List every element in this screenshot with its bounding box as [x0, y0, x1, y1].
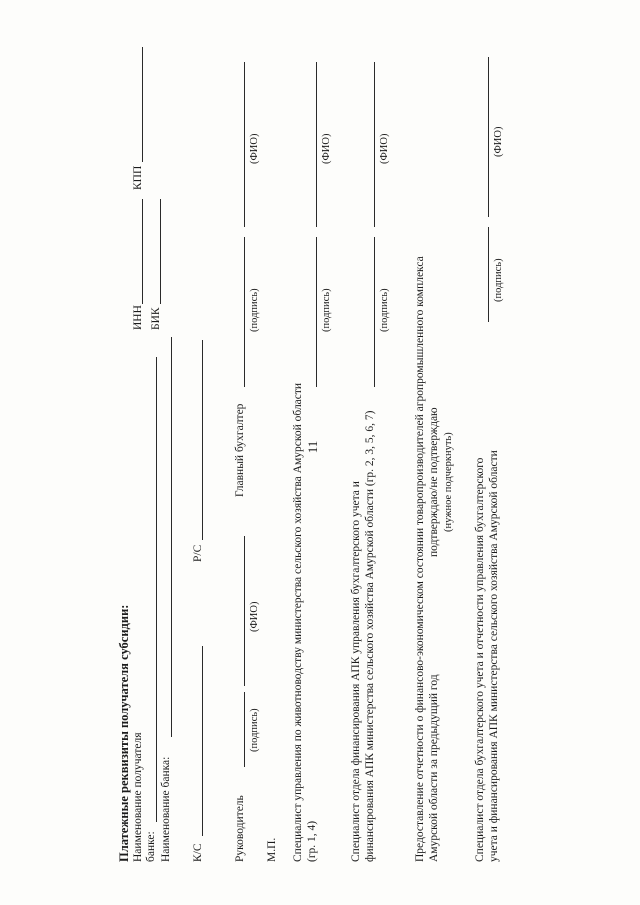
livestock-fio-caption: (ФИО): [321, 133, 332, 164]
chief-accountant-signature-caption: (подпись): [249, 288, 260, 332]
reporting-hint: (нужное подчеркнуть): [443, 432, 454, 532]
bik-label: БИК: [150, 307, 162, 330]
kpp-label: КПП: [132, 165, 144, 190]
financing-specialist-text: Специалист отдела финансирования АПК управления бухгалтерского учета и: [350, 481, 362, 862]
rs-line: [202, 340, 203, 540]
document-sheet: [118, 42, 618, 862]
chief-accountant-fio-caption: (ФИО): [249, 133, 260, 164]
reporting-text-2: Амурской области за предыдущий год: [428, 674, 440, 862]
ks-line: [202, 646, 203, 836]
recipient-name-label: Наименование получателя: [132, 732, 144, 862]
accounting-signature-caption: (подпись): [493, 258, 504, 302]
bank-name-label: Наименование банка:: [160, 756, 172, 862]
accounting-signature-line: [488, 227, 489, 322]
bik-line: [160, 199, 161, 304]
inn-label: ИНН: [132, 305, 144, 330]
rs-label: Р/С: [192, 544, 204, 562]
livestock-groups: (гр. 1, 4): [306, 820, 318, 862]
bank-name-line: [171, 337, 172, 737]
accounting-specialist-text-2: учета и финансирования АПК министерства сельского хозяйства Амурской области: [488, 450, 500, 862]
livestock-fio-line: [316, 62, 317, 227]
financing-signature-line: [374, 237, 375, 387]
financing-specialist-text-2: финансирования АПК министерства сельского хозяйства Амурской области (гр. 2, 3, 5, 6, 7): [364, 410, 376, 862]
chief-accountant-signature-line: [244, 237, 245, 387]
livestock-signature-line: [316, 237, 317, 387]
head-label: Руководитель: [234, 795, 246, 862]
financing-fio-line: [374, 62, 375, 227]
seal-label: М.П.: [266, 837, 278, 862]
head-signature-line: [244, 692, 245, 767]
head-signature-caption: (подпись): [249, 708, 260, 752]
kpp-line: [142, 47, 143, 162]
requisites-title: Платежные реквизиты получателя субсидии:: [117, 604, 131, 862]
accounting-fio-line: [488, 57, 489, 217]
financing-signature-caption: (подпись): [379, 288, 390, 332]
recipient-name-line: [156, 357, 157, 822]
ks-label: К/С: [192, 843, 204, 862]
reporting-text: Предоставление отчетности о финансово-экономическом состоянии товаропроизводителей агропромышленного комплекса: [414, 256, 426, 862]
reporting-confirm-option: подтверждаю/не подтверждаю: [428, 407, 440, 557]
recipient-bank-label: банке:: [145, 831, 157, 862]
livestock-specialist-text: Специалист управления по животноводству министерства сельского хозяйства Амурской области: [292, 382, 304, 862]
chief-accountant-fio-line: [244, 62, 245, 227]
livestock-signature-caption: (подпись): [321, 288, 332, 332]
chief-accountant-label: Главный бухгалтер: [234, 403, 246, 497]
head-fio-caption: (ФИО): [249, 601, 260, 632]
page-number: 11: [305, 440, 320, 454]
accounting-specialist-text: Специалист отдела бухгалтерского учета и отчетности управления бухгалтерского: [474, 457, 486, 862]
financing-fio-caption: (ФИО): [379, 133, 390, 164]
head-fio-line: [244, 536, 245, 686]
accounting-fio-caption: (ФИО): [493, 126, 504, 157]
inn-line: [142, 199, 143, 304]
